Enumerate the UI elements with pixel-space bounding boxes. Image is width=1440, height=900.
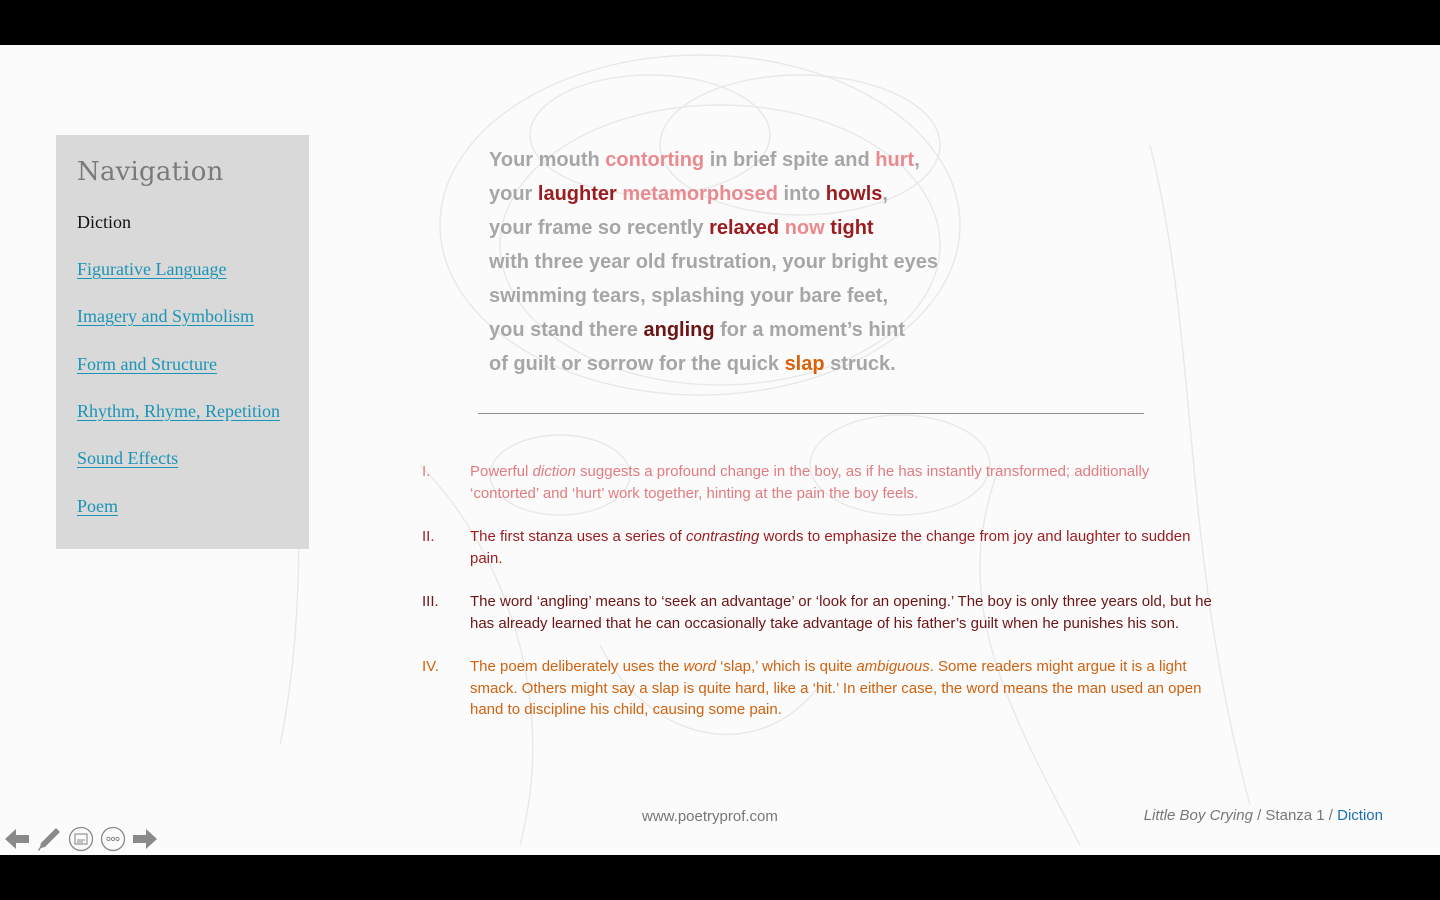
analysis-note [422,656,1212,721]
nav-link-poem[interactable]: Poem [77,496,119,516]
poem-line [489,211,938,245]
poem-text: Your mouth [489,149,606,171]
poem-line [489,279,938,313]
poem-text: with three year old frustration, your bright eyes [489,251,938,273]
more-options-button[interactable] [100,826,126,852]
emphasized-term: diction [532,463,576,480]
highlighted-word: relaxed [709,217,780,239]
note-text-segment: suggests a profound change in the boy, as if he has instantly transformed; additionally ‘contorted’ and ‘hurt’ work together, hinting at the pain the boy feels. [470,463,1150,502]
footer-breadcrumb [1144,807,1383,824]
poem-text: struck. [824,353,896,375]
poem-text: for a moment’s hint [714,319,905,341]
analysis-note [422,526,1212,569]
more-icon [100,826,126,852]
note-number: II. [422,528,435,545]
poem-line [489,143,938,177]
analysis-note [422,461,1212,504]
poem-text: swimming tears, splashing your bare feet, [489,285,889,307]
analysis-notes-list [422,461,1212,743]
note-text-segment: The first stanza uses a series of [470,528,686,545]
note-text-segment: ‘slap,’ which is quite [715,658,857,675]
footer-url: www.poetryprof.com [642,808,778,825]
poem-text: of guilt or sorrow for the quick [489,353,785,375]
slideshow-controls [4,824,158,854]
highlighted-word: angling [643,319,715,341]
poem-stanza [489,143,938,381]
poem-text: , [882,183,888,205]
note-text-segment: words to emphasize the change from joy and laughter to sudden pain. [470,528,1191,567]
forward-arrow-icon [132,828,158,850]
emphasized-term: contrasting [685,528,760,545]
poem-text: you stand there [489,319,644,341]
breadcrumb-stanza: / Stanza 1 / [1252,807,1338,824]
nav-link-sound-effects[interactable]: Sound Effects [77,448,179,468]
highlighted-word: howls [825,183,883,205]
note-text [470,528,1190,567]
nav-link-rhythm-rhyme-repetition[interactable]: Rhythm, Rhyme, Repetition [77,401,280,421]
note-text [470,658,1201,718]
nav-current-diction: Diction [77,212,131,232]
poem-text: , [914,149,920,171]
note-text [470,593,1212,632]
previous-slide-button[interactable] [4,826,30,852]
note-text-segment: The word ‘angling’ means to ‘seek an advantage’ or ‘look for an opening.’ The boy is only three years old, but he has already learned that he can occasionally take advantage of his father’s guilt when he punishes his son. [470,593,1212,632]
highlighted-word: laughter [537,183,617,205]
poem-text: your [489,183,538,205]
note-text-segment: . Some readers might argue it is a light smack. Others might say a slap is quite hard, like a ‘hit.’ In either case, the word means the man used an open hand to discipline his child, causing some pain. [470,658,1202,718]
analysis-note [422,591,1212,634]
emphasized-term: word [683,658,716,675]
nav-link-imagery-and-symbolism[interactable]: Imagery and Symbolism [77,306,254,326]
nav-link-figurative-language[interactable]: Figurative Language [77,259,227,279]
note-text-segment: The poem deliberately uses the [470,658,684,675]
note-number: IV. [422,658,439,675]
poem-text: into [777,183,826,205]
poem-line [489,177,938,211]
pen-tool-button[interactable] [36,826,62,852]
next-slide-button[interactable] [132,826,158,852]
poem-line [489,313,938,347]
subtitles-icon [68,826,94,852]
highlighted-word: hurt [875,149,915,171]
back-arrow-icon [4,828,30,850]
highlighted-word: tight [830,217,874,239]
note-number: I. [422,463,431,480]
breadcrumb-diction: Diction [1337,807,1383,824]
breadcrumb-poem-title: Little Boy Crying [1143,807,1253,824]
slide [0,45,1440,855]
highlighted-word: metamorphosed [622,183,778,205]
note-text [470,463,1149,502]
subtitles-button[interactable] [68,826,94,852]
navigation-title: Navigation [77,157,224,187]
note-number: III. [422,593,439,610]
navigation-panel [56,135,309,549]
poem-text: your frame so recently [489,217,710,239]
note-text-segment: Powerful [470,463,533,480]
divider [478,413,1144,414]
highlighted-word: slap [784,353,825,375]
pen-icon [36,826,62,852]
poem-line [489,245,938,279]
highlighted-word: now [784,217,825,239]
poem-line [489,347,938,381]
poem-text: in brief spite and [704,149,876,171]
nav-link-form-and-structure[interactable]: Form and Structure [77,354,217,374]
emphasized-term: ambiguous [856,658,930,675]
highlighted-word: contorting [605,149,705,171]
